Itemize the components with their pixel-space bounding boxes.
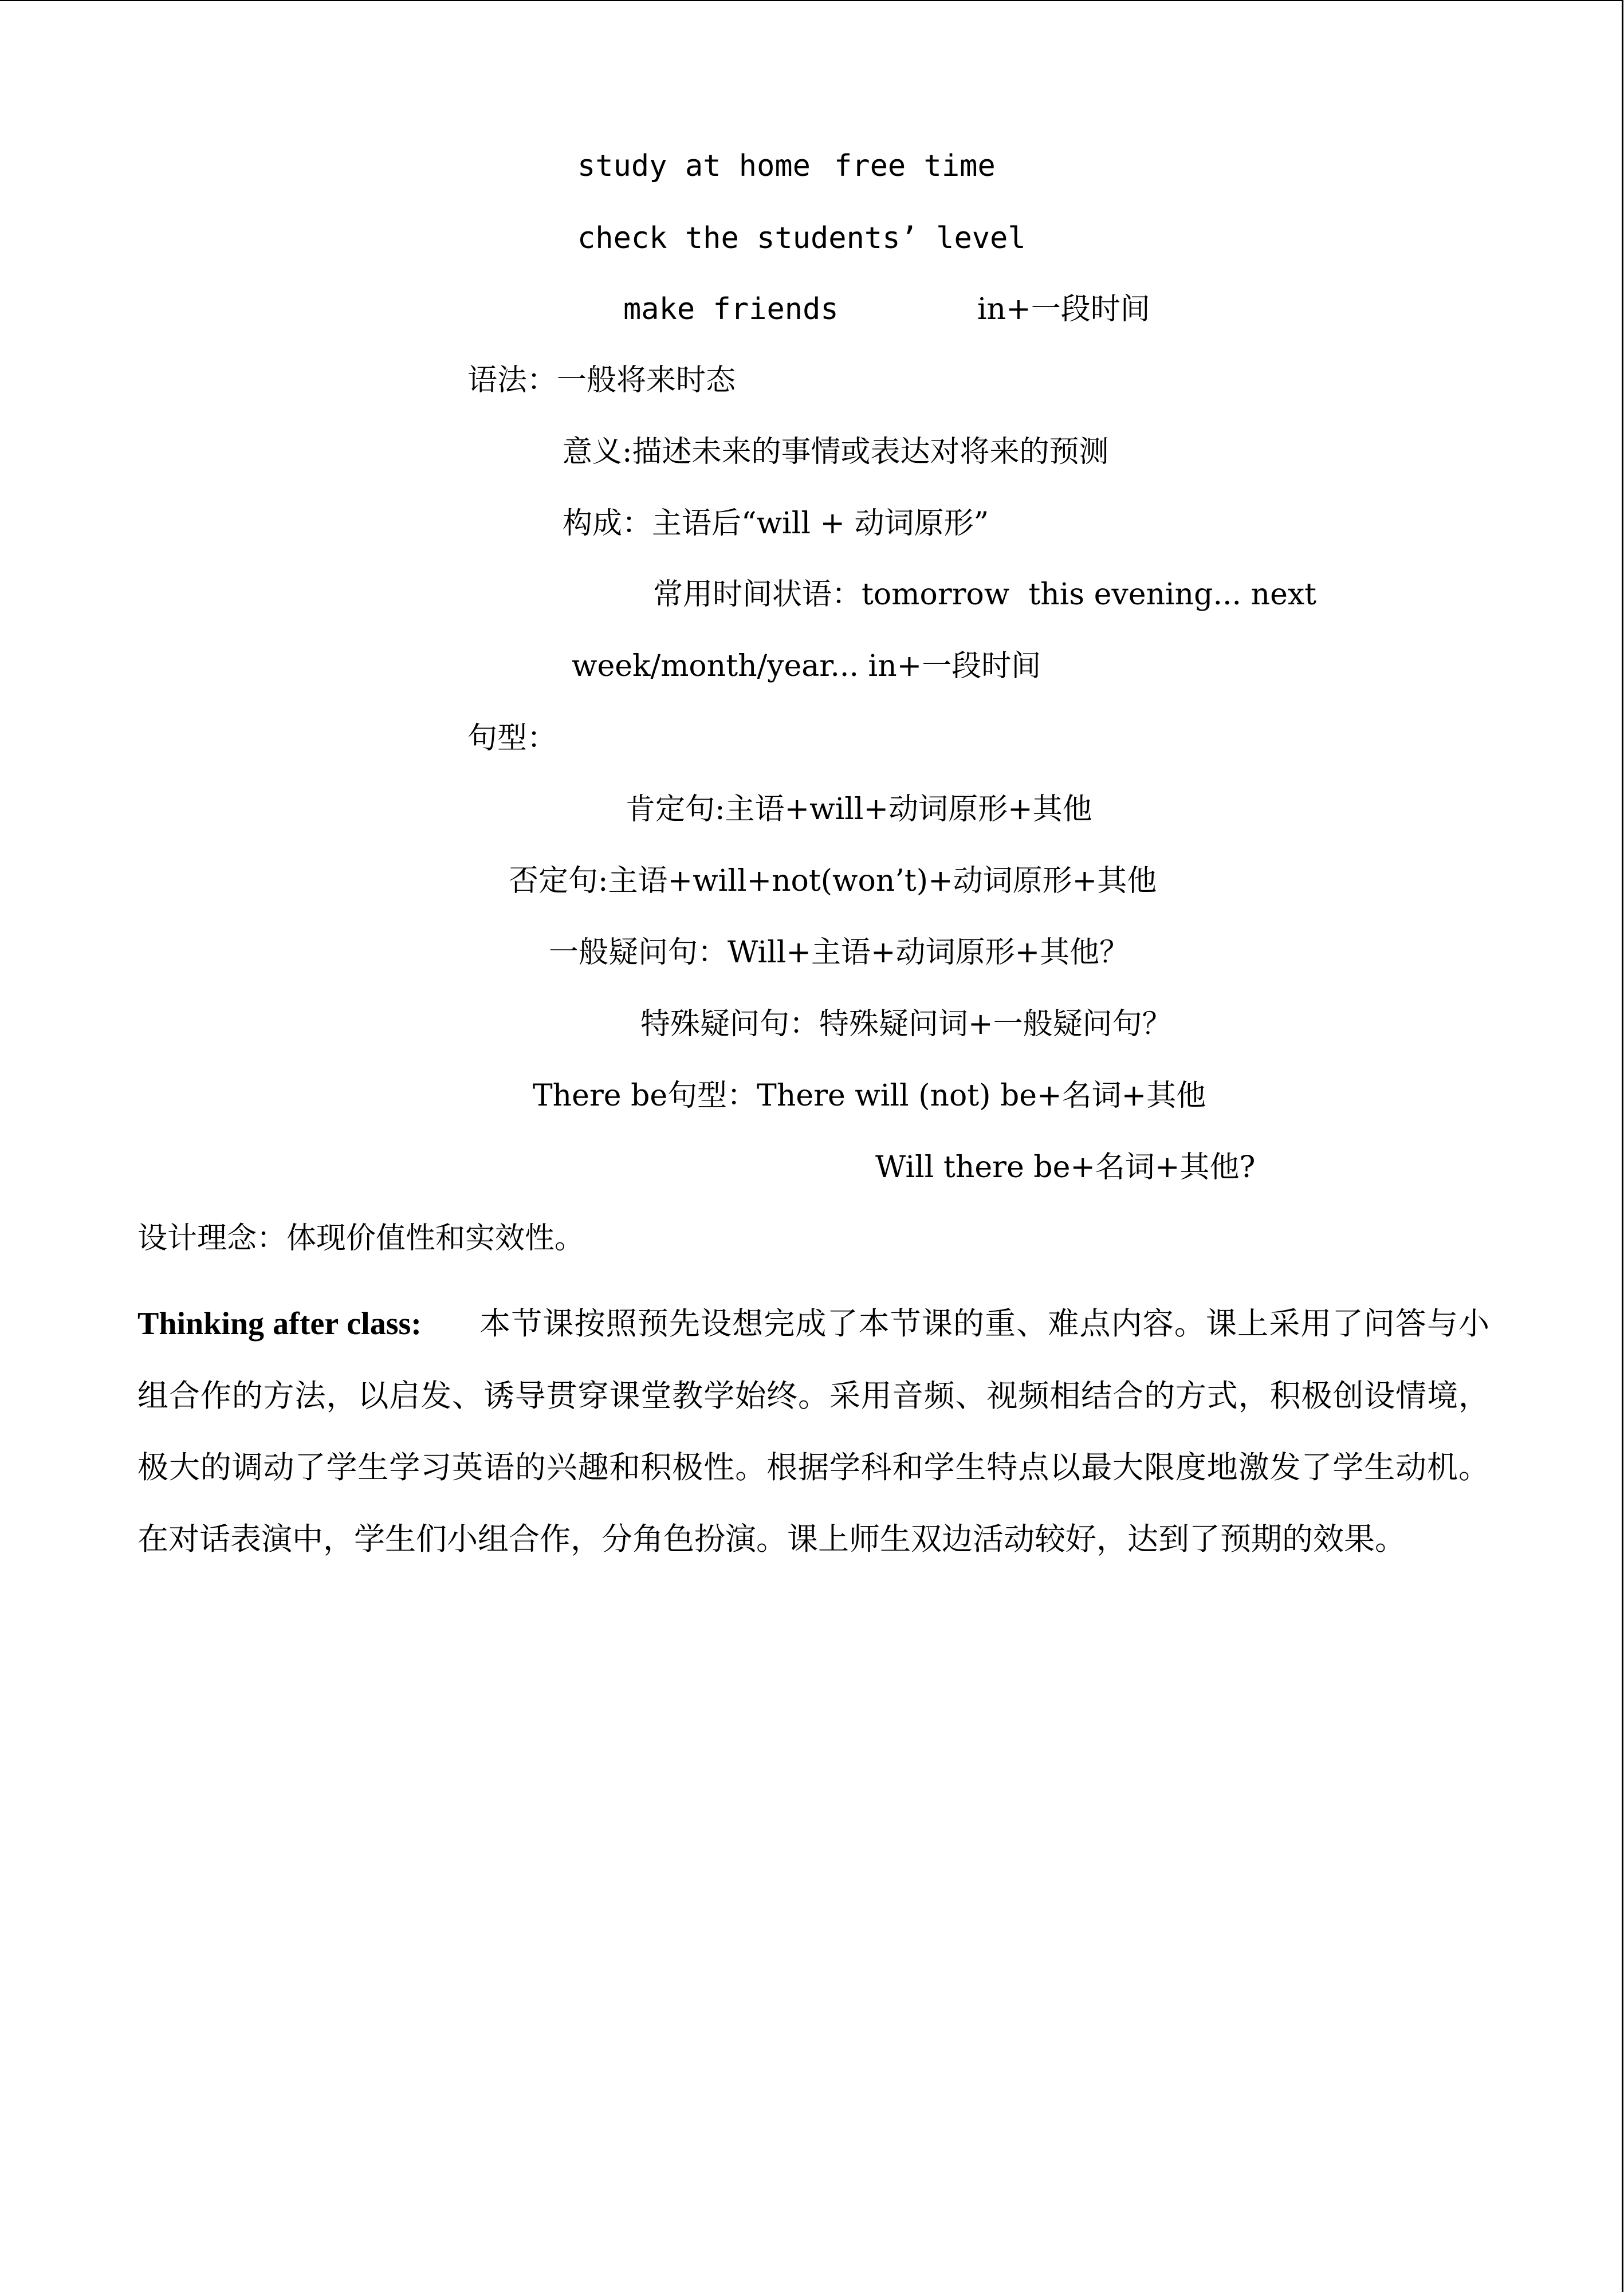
reflection-paragraph: [137, 1288, 1489, 1575]
vocab-row-1: [577, 148, 1036, 184]
design-concept: 设计理念：体现价值性和实效性。: [137, 1221, 585, 1256]
sentences-heading: 句型：: [467, 721, 557, 756]
vocab-study-at-home: study at home: [577, 149, 811, 183]
vocab-row-2: check the students’ level: [577, 221, 1026, 255]
sentence-there-be-1: There be句型：There will (not) be+名词+其他: [533, 1079, 1206, 1113]
sentence-there-be-2: Will there be+名词+其他?: [875, 1150, 1256, 1185]
sentence-affirmative: 肯定句:主语+will+动词原形+其他: [626, 792, 1092, 827]
reflection-label: Thinking after class:: [137, 1306, 422, 1342]
vocab-row-3: [623, 291, 1173, 328]
sentence-negative: 否定句:主语+will+not(won’t)+动词原形+其他: [509, 864, 1157, 898]
sentence-special-question: 特殊疑问句：特殊疑问词+一般疑问句？: [640, 1007, 1172, 1041]
grammar-time-adverbials-1: 常用时间状语：tomorrow this evening... next: [653, 577, 1317, 612]
grammar-form: 构成：主语后“will + 动词原形”: [563, 506, 989, 541]
sentence-general-question: 一般疑问句：Will+主语+动词原形+其他？: [549, 935, 1130, 970]
vocab-make-friends: make friends: [623, 292, 839, 327]
vocab-in-period: in+一段时间: [977, 292, 1150, 327]
grammar-meaning: 意义:描述未来的事情或表达对将来的预测: [563, 435, 1109, 469]
grammar-time-adverbials-2: week/month/year... in+一段时间: [572, 649, 1041, 683]
vocab-free-time: free time: [834, 149, 996, 183]
reflection-text: 本节课按照预先设想完成了本节课的重、难点内容。课上采用了问答与小组合作的方法，以启发、诱导贯穿课堂教学始终。采用音频、视频相结合的方式，积极创设情境，极大的调动了学生学习英语的兴趣和积极性。根据学科和学生特点以最大限度地激发了学生动机。在对话表演中，学生们小组合作，分角色扮演。课上师生双边活动较好，达到了预期的效果。: [137, 1305, 1489, 1557]
grammar-heading: 语法：一般将来时态: [467, 363, 736, 398]
